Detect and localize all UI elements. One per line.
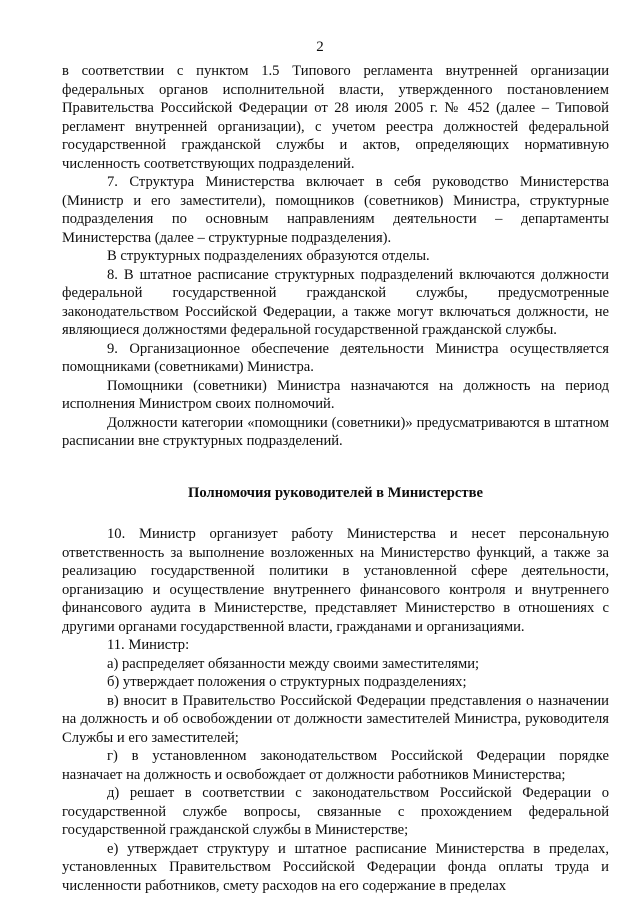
paragraph-item-11: 11. Министр: (107, 637, 190, 653)
paragraph-assistants-appointment: Помощники (советники) Министра назначаются на должность на период исполнения Министром своих полномочий. (62, 377, 609, 412)
document-body (62, 62, 609, 895)
paragraph-departments: В структурных подразделениях образуются отделы. (107, 248, 430, 264)
list-item-v: в) вносит в Правительство Российской Федерации представления о назначении на должность и об освобождении от должности заместителей Министра, руководителя Службы и его заместителей; (62, 692, 609, 746)
list-item-g: г) в установленном законодательством Российской Федерации порядке назначает на должность и освобождает от должности работников Министерства; (62, 748, 609, 783)
list-item-d: д) решает в соответствии с законодательством Российской Федерации о государственной службе вопросы, связанные с прохождением федеральной государственной гражданской службы в Министерстве; (62, 785, 609, 838)
page-number: 2 (316, 39, 324, 55)
paragraph-item-10: 10. Министр организует работу Министерства и несет персональную ответственность за выполнение возложенных на Министерство функций, а также за реализацию государственной политики в установленной сфере деятельности, организацию и осуществление внутреннего финансового контроля и внутреннего финансового аудита в Министерстве, представляет Министерство в отношениях с другими органами государственной власти, гражданами и организациями. (62, 526, 609, 635)
list-item-a: а) распределяет обязанности между своими заместителями; (107, 655, 480, 672)
paragraph-assistants-category: Должности категории «помощники (советники)» предусматриваются в штатном расписании вне структурных подразделений. (62, 414, 609, 449)
list-item-b: б) утверждает положения о структурных подразделениях; (107, 674, 467, 690)
paragraph-continuation: в соответствии с пунктом 1.5 Типового регламента внутренней организации федеральных органов исполнительной власти, утвержденного постановлением Правительства Российской Федерации от 28 июля 2005 г. № 452 (далее – Типовой регламент внутренней организации), с учетом реестра должностей федеральной государственной гражданской службы и актов, определяющих нормативную численность соответствующих подразделений. (62, 63, 609, 172)
section-heading: Полномочия руководителей в Министерстве (188, 484, 483, 501)
paragraph-item-8: 8. В штатное расписание структурных подразделений включаются должности федеральной государственной гражданской службы, предусмотренные законодательством Российской Федерации, а также могут включаться должности, не являющиеся должностями федеральной государственной гражданской службы. (62, 266, 609, 338)
paragraph-item-9: 9. Организационное обеспечение деятельности Министра осуществляется помощниками (советниками) Министра. (62, 340, 609, 375)
paragraph-item-7: 7. Структура Министерства включает в себя руководство Министерства (Министр и его заместители), помощников (советников) Министра, структурные подразделения по основным направлениям деятельности – департаменты Министерства (далее – структурные подразделения). (62, 174, 609, 246)
list-item-e: е) утверждает структуру и штатное расписание Министерства в пределах, установленных Правительством Российской Федерации фонда оплаты труда и численности работников, смету расходов на его содержание в пределах (62, 840, 609, 894)
